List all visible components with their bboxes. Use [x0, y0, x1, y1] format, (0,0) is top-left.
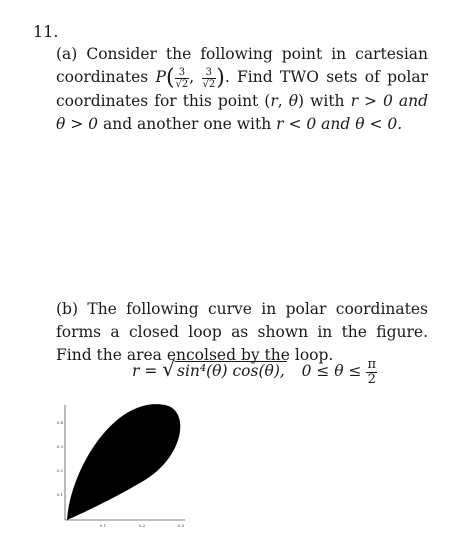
part-a-text: (a) Consider the following point in cartesian coordinates P( $\frac{3}{√2}$ , $\frac{3}{√2}$ ). Find TWO sets of polar coordinates for this point (r, θ) with r > 0 and θ > 0 and another one with r < 0 and θ < 0.: [56, 45, 428, 133]
y-tick-label: 0.1: [56, 492, 63, 497]
part-a-lead: (a) Consider the following point in cartesian coordinates: [56, 45, 428, 86]
x-ticks: [100, 523, 185, 528]
condition-positive: r > 0 and θ > 0: [56, 91, 428, 133]
point-expression: P( $\frac{3}{√2}$ , $\frac{3}{√2}$ ): [155, 65, 225, 91]
pi-over-two: $\frac{\pi}{2}$: [367, 356, 377, 387]
part-a-instruction: . Find TWO sets of polar coordinates for this: [56, 68, 428, 110]
y-ticks: [57, 420, 64, 497]
problem-number: 11.: [33, 22, 59, 41]
polar-loop-figure: [55, 400, 195, 530]
equation-radicand: sin⁴(θ) cos(θ),: [177, 362, 285, 380]
point-name: P: [155, 68, 166, 86]
loop-region: [67, 404, 180, 520]
equation-range: 0 ≤ θ ≤: [301, 362, 362, 380]
y-tick-label: 0.2: [56, 468, 63, 473]
condition-negative: r < 0 and θ < 0.: [276, 114, 403, 133]
x-fraction: $\frac{3}{√2}$: [175, 66, 189, 90]
x-tick-label: 0.3: [177, 523, 185, 528]
y-tick-label: 0.3: [56, 444, 63, 449]
polar-equation: r = √ sin⁴(θ) cos(θ), 0 ≤ θ ≤ $\frac{\pi}{2}$: [132, 356, 377, 387]
part-b-text: (b) The following curve in polar coordinates forms a closed loop as shown in the figure. Find the area encolsed by the loop.: [56, 300, 428, 364]
x-tick-label: 0.1: [99, 523, 107, 528]
x-tick-label: 0.2: [138, 523, 146, 528]
y-fraction: $\frac{3}{√2}$: [202, 66, 216, 90]
y-tick-label: 0.4: [56, 420, 63, 425]
